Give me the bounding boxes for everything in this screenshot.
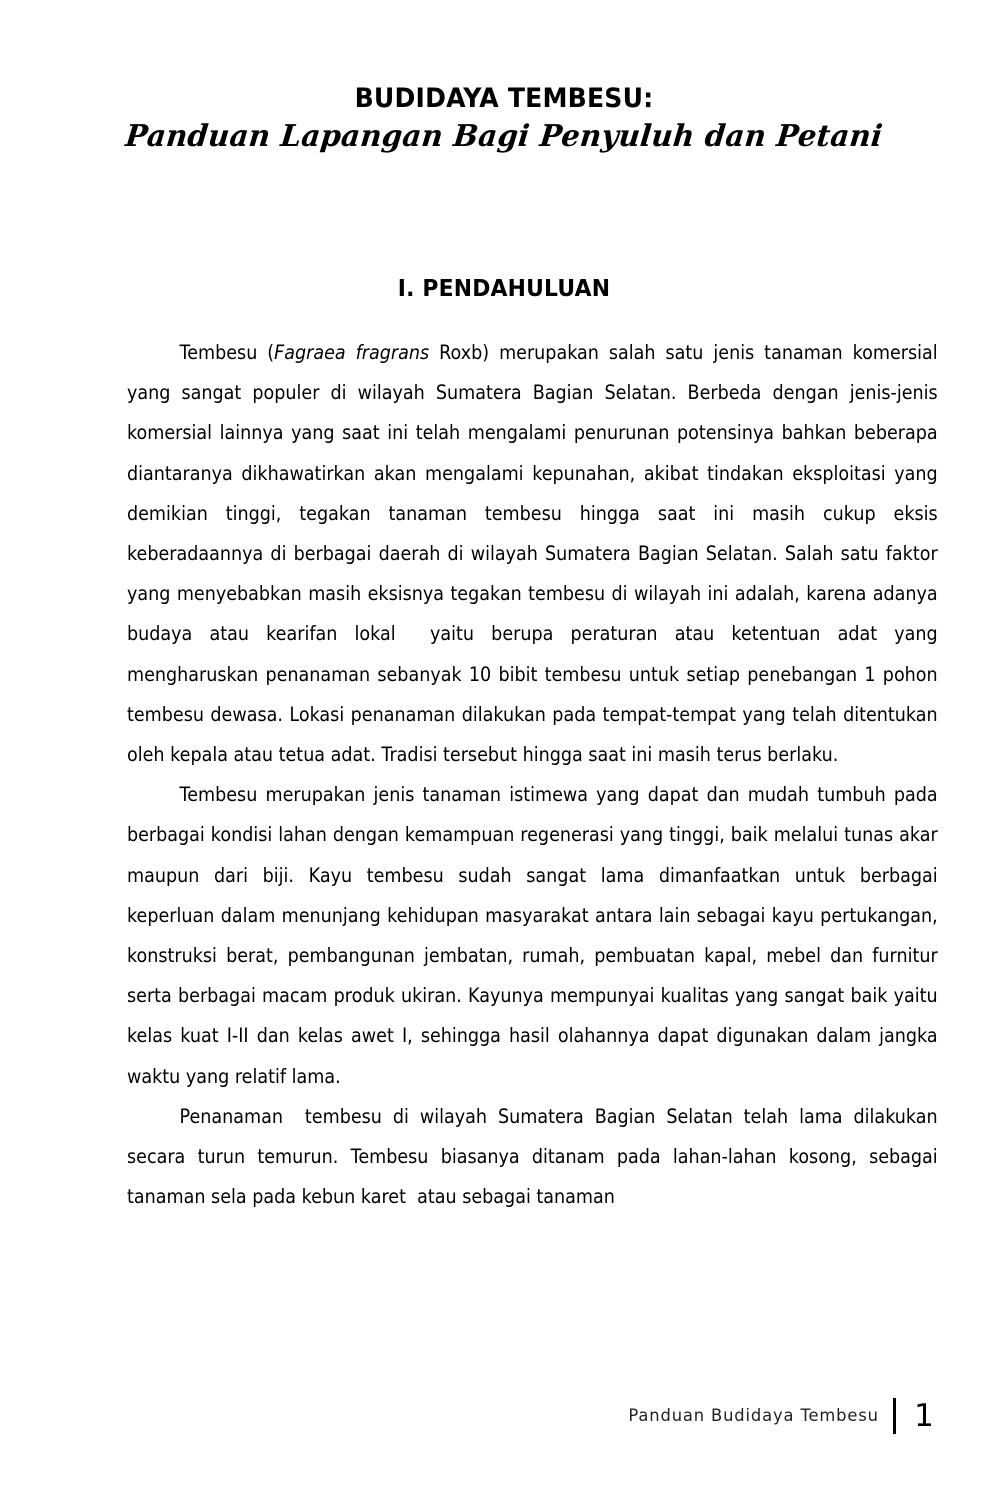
section-heading-pendahuluan: I. PENDAHULUAN	[397, 276, 611, 302]
paragraph-1	[127, 333, 944, 775]
footer-label: Panduan Budidaya Tembesu	[628, 1406, 879, 1426]
body-text-column	[127, 333, 944, 1217]
paragraph-1-rest: Roxb) merupakan salah satu jenis tanaman komersial yang sangat populer di wilayah Sumatera Bagian Selatan. Berbeda dengan jenis-jenis komersial lainnya yang saat ini telah mengalami penurunan potensinya bahkan beberapa diantaranya dikhawatirkan akan mengalami kepunahan, akibat tindakan eksploitasi yang demikian tinggi, tegakan tanaman tembesu hingga saat ini masih cukup eksis keberadaannya di berbagai daerah di wilayah Sumatera Bagian Selatan. Salah satu faktor yang menyebabkan masih eksisnya tegakan tembesu di wilayah ini adalah, karena adanya budaya atau kearifan lokal yaitu berupa peraturan atau ketentuan adat yang mengharuskan penanaman sebanyak 10 bibit tembesu untuk setiap penebangan 1 pohon tembesu dewasa. Lokasi penanaman dilakukan pada tempat-tempat yang telah ditentukan oleh kepala atau tetua adat. Tradisi tersebut hingga saat ini masih terus berlaku.	[127, 341, 944, 767]
species-name: Fagraea fragrans	[274, 341, 430, 364]
page-footer	[0, 1398, 1008, 1434]
paragraph-1-lead: Tembesu (	[179, 341, 275, 364]
document-subtitle: Panduan Lapangan Bagi Penyuluh dan Petani	[123, 119, 885, 155]
footer-divider	[893, 1398, 896, 1434]
title-block	[0, 84, 1008, 155]
page-number: 1	[914, 1397, 934, 1434]
paragraph-2: Tembesu merupakan jenis tanaman istimewa yang dapat dan mudah tumbuh pada berbagai kondisi lahan dengan kemampuan regenerasi yang tinggi, baik melalui tunas akar maupun dari biji. Kayu tembesu sudah sangat lama dimanfaatkan untuk berbagai keperluan dalam menunjang kehidupan masyarakat antara lain sebagai kayu pertukangan, konstruksi berat, pembangunan jembatan, rumah, pembuatan kapal, mebel dan furnitur serta berbagai macam produk ukiran. Kayunya mempunyai kualitas yang sangat baik yaitu kelas kuat I-II dan kelas awet I, sehingga hasil olahannya dapat digunakan dalam jangka waktu yang relatif lama.	[127, 783, 944, 1088]
paragraph-3: Penanaman tembesu di wilayah Sumatera Bagian Selatan telah lama dilakukan secara turun temurun. Tembesu biasanya ditanam pada lahan-lahan kosong, sebagai tanaman sela pada kebun karet atau sebagai tanaman	[127, 1104, 944, 1209]
document-title: BUDIDAYA TEMBESU:	[354, 83, 654, 114]
